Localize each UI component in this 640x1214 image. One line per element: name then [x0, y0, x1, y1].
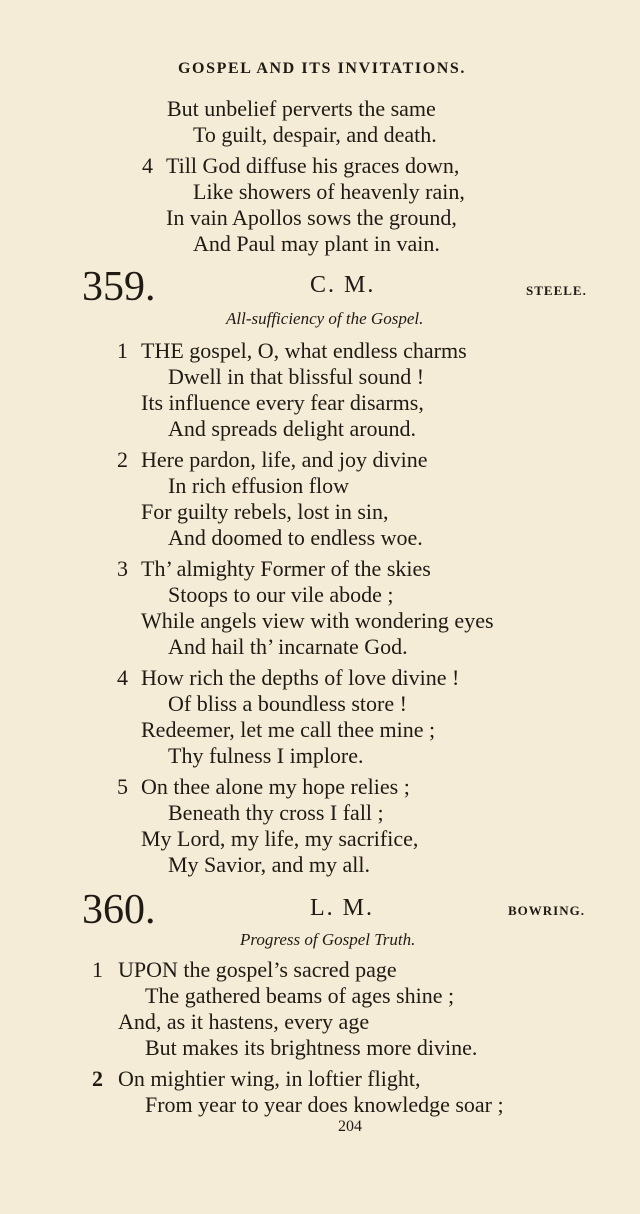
- verse-line: To guilt, despair, and death.: [193, 122, 437, 147]
- hymn-number: 360.: [82, 887, 156, 933]
- hymn-subtitle: Progress of Gospel Truth.: [240, 930, 416, 949]
- hymn-subtitle: All-sufficiency of the Gospel.: [226, 309, 424, 328]
- verse-line: Redeemer, let me call thee mine ;: [141, 717, 436, 742]
- verse-line: The gathered beams of ages shine ;: [145, 983, 455, 1008]
- verse-line: But unbelief perverts the same: [167, 96, 436, 121]
- verse-number: 4: [142, 153, 153, 178]
- verse-line: Dwell in that blissful sound !: [168, 364, 425, 389]
- verse-line: Here pardon, life, and joy divine: [141, 447, 428, 472]
- verse-line: For guilty rebels, lost in sin,: [141, 499, 389, 524]
- verse-line: Stoops to our vile abode ;: [168, 582, 394, 607]
- verse-number: 2: [92, 1066, 103, 1091]
- hymn-author: BOWRING.: [508, 903, 585, 918]
- verse-line: Of bliss a boundless store !: [168, 691, 407, 716]
- verse-number: 1: [92, 957, 103, 982]
- verse-line: Th’ almighty Former of the skies: [141, 556, 431, 581]
- verse-line: And doomed to endless woe.: [168, 525, 423, 550]
- verse-line: And, as it hastens, every age: [118, 1009, 370, 1034]
- verse-line: While angels view with wondering eyes: [141, 608, 494, 633]
- verse-line: How rich the depths of love divine !: [141, 665, 460, 690]
- verse-number: 2: [117, 447, 128, 472]
- verse-line: UPON the gospel’s sacred page: [118, 957, 397, 982]
- verse-line: And hail th’ incarnate God.: [168, 634, 408, 659]
- verse-number: 1: [117, 338, 128, 363]
- verse-line: My Lord, my life, my sacrifice,: [141, 826, 419, 851]
- verse-line: In rich effusion flow: [168, 473, 350, 498]
- hymn-meter: C. M.: [310, 272, 376, 298]
- verse-line: On mightier wing, in loftier flight,: [118, 1066, 421, 1091]
- verse-number: 5: [117, 774, 128, 799]
- verse-line: From year to year does knowledge soar ;: [145, 1092, 504, 1117]
- verse-line: Thy fulness I implore.: [168, 743, 364, 768]
- verse-line: But makes its brightness more divine.: [145, 1035, 478, 1060]
- verse-number: 4: [117, 665, 128, 690]
- hymn-author: STEELE.: [526, 283, 587, 298]
- hymn-number: 359.: [82, 264, 156, 310]
- verse-line: My Savior, and my all.: [168, 852, 370, 877]
- verse-line: Like showers of heavenly rain,: [193, 179, 465, 204]
- page-number: 204: [338, 1118, 362, 1135]
- verse-line: On thee alone my hope relies ;: [141, 774, 410, 799]
- verse-line: And Paul may plant in vain.: [193, 231, 440, 256]
- verse-line: Its influence every fear disarms,: [141, 390, 424, 415]
- verse-line: In vain Apollos sows the ground,: [166, 205, 457, 230]
- verse-line: Till God diffuse his graces down,: [166, 153, 460, 178]
- verse-line: Beneath thy cross I fall ;: [168, 800, 384, 825]
- hymn-meter: L. M.: [310, 895, 374, 921]
- running-head: GOSPEL AND ITS INVITATIONS.: [178, 60, 467, 77]
- verse-line: THE gospel, O, what endless charms: [141, 338, 467, 363]
- verse-number: 3: [117, 556, 128, 581]
- verse-line: And spreads delight around.: [168, 416, 417, 441]
